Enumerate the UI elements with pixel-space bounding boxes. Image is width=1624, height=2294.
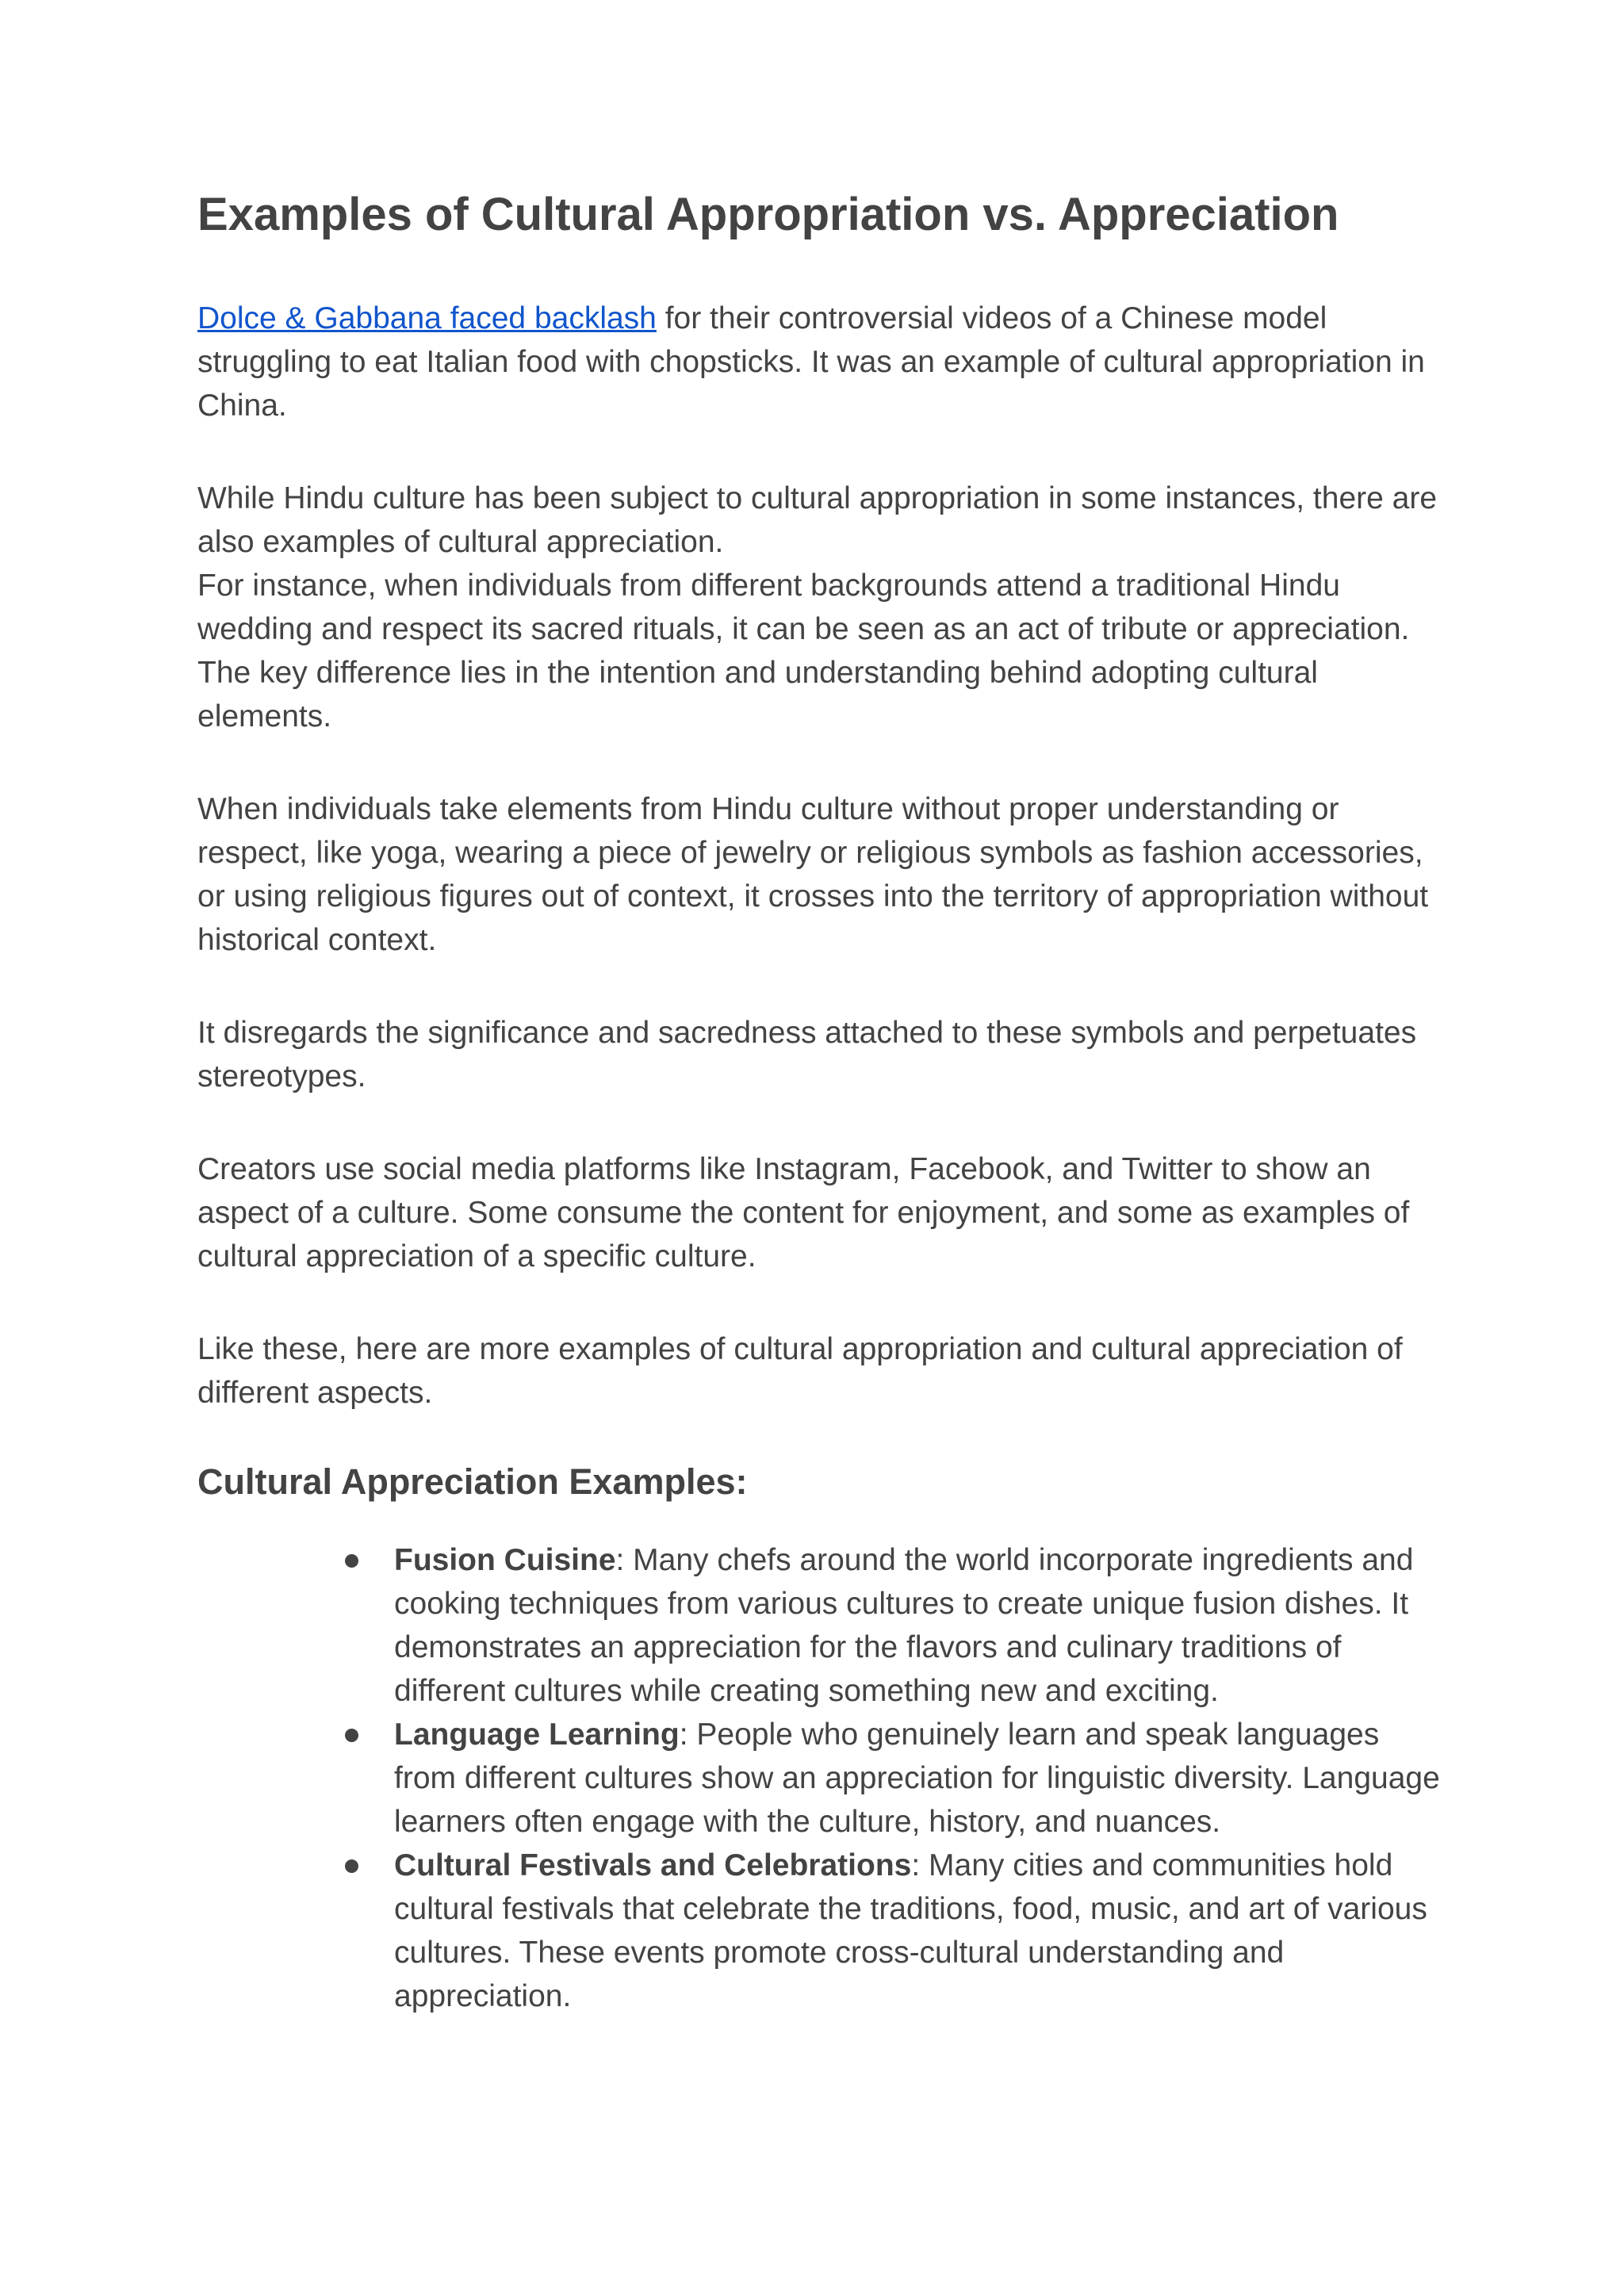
list-item-term: Cultural Festivals and Celebrations	[394, 1848, 912, 1882]
list-item-term: Language Learning	[394, 1717, 680, 1752]
paragraph-text: for their controversial videos of a Chinese model struggling to eat Italian food with chopsticks. It was an example of cultural appropriation in China.	[197, 301, 1425, 423]
list-item-term: Fusion Cuisine	[394, 1542, 616, 1577]
appreciation-examples-list	[197, 1538, 1442, 2018]
list-item	[394, 1844, 1442, 2018]
paragraph-wedding-example: For instance, when individuals from different backgrounds attend a traditional Hindu wedding and respect its sacred rituals, it can be seen as an act of tribute or appreciation. The key difference lies in the intention and understanding behind adopting cultural elements.	[197, 568, 1410, 733]
paragraph-hindu-appreciation: While Hindu culture has been subject to cultural appropriation in some instances, there are also examples of cultural appreciation.	[197, 481, 1438, 559]
paragraph-social-media: Creators use social media platforms like Instagram, Facebook, and Twitter to show an aspect of a culture. Some consume the content for enjoyment, and some as examples of cultural appreciation of a specific culture.	[197, 1151, 1410, 1273]
dolce-gabbana-link[interactable]: Dolce & Gabbana faced backlash	[197, 301, 657, 335]
list-item	[394, 1538, 1442, 1713]
paragraph-hindu-appropriation: When individuals take elements from Hindu culture without proper understanding or respect, like yoga, wearing a piece of jewelry or religious symbols as fashion accessories, or using religious figures out of context, it crosses into the territory of appropriation without historical context.	[197, 791, 1429, 957]
list-item-text: : Many chefs around the world incorporate ingredients and cooking techniques from various cultures to create unique fusion dishes. It demonstrates an appreciation for the flavors and culinary traditions of different cultures while creating something new and exciting.	[394, 1542, 1414, 1708]
paragraph-more-examples: Like these, here are more examples of cultural appropriation and cultural appreciation of different aspects.	[197, 1331, 1403, 1410]
list-item	[394, 1713, 1442, 1844]
bullet-icon	[345, 1729, 358, 1742]
bullet-icon	[345, 1554, 358, 1568]
list-item-text: : Many cities and communities hold cultural festivals that celebrate the traditions, food, music, and art of various cultures. These events promote cross-cultural understanding and appreciation.	[394, 1848, 1427, 2013]
paragraph-stereotypes: It disregards the significance and sacredness attached to these symbols and perpetuates stereotypes.	[197, 1015, 1417, 1093]
page-title: Examples of Cultural Appropriation vs. Appreciation	[197, 189, 1339, 240]
document-page	[197, 187, 1442, 2018]
list-item-text: : People who genuinely learn and speak languages from different cultures show an appreciation for linguistic diversity. Language learners often engage with the culture, history, and nuances.	[394, 1717, 1440, 1839]
bullet-icon	[345, 1859, 358, 1873]
section-heading: Cultural Appreciation Examples:	[197, 1461, 748, 1502]
paragraph-dolce-gabbana	[197, 297, 1442, 427]
